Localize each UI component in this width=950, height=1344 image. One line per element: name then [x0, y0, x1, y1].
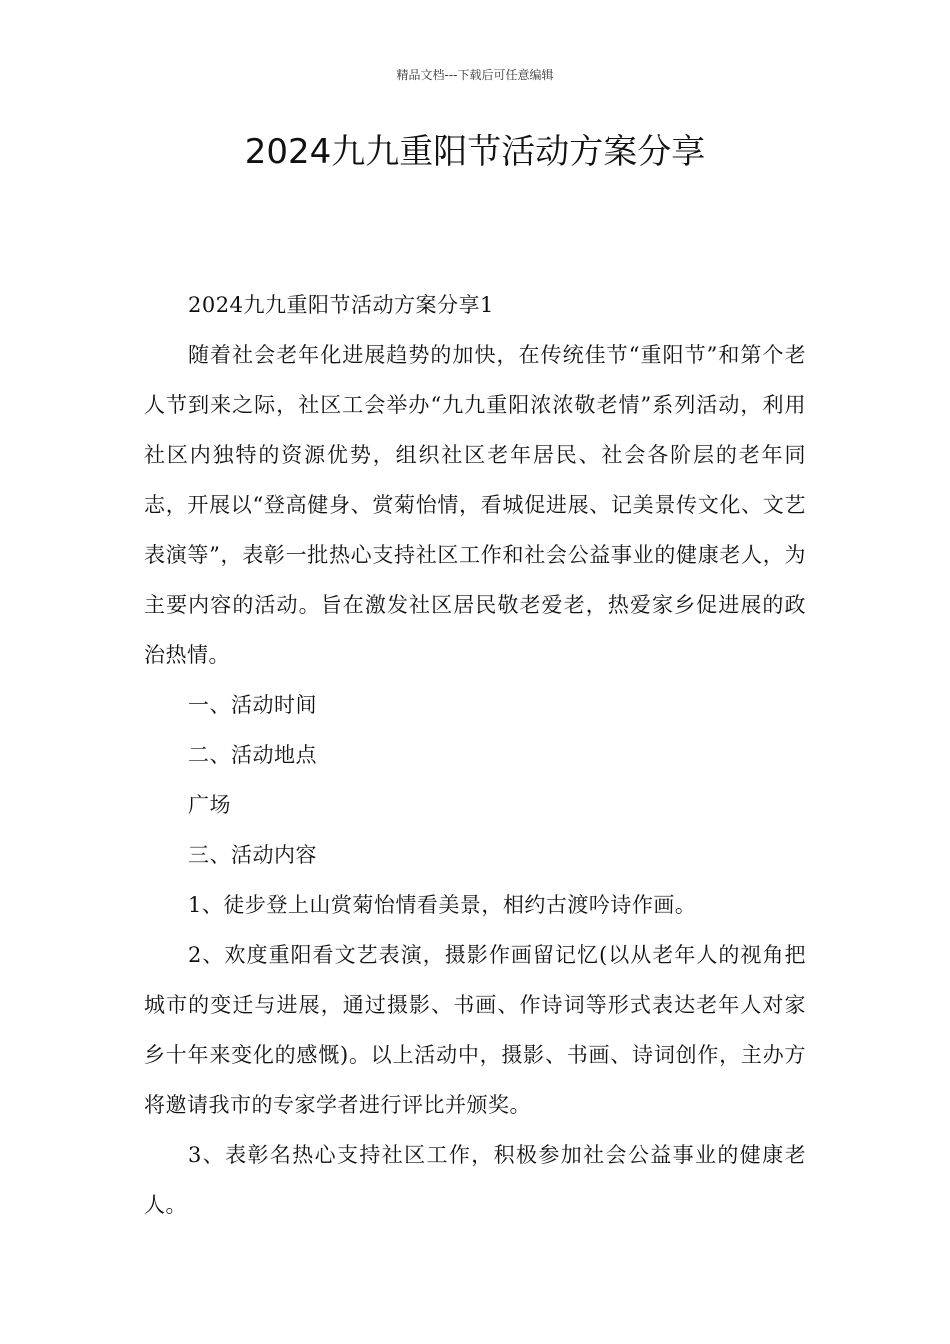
activity-content-heading: 三、活动内容 [188, 843, 317, 867]
activity-time-heading: 一、活动时间 [188, 693, 317, 717]
document-title: 2024九九重阳节活动方案分享 [244, 132, 706, 172]
activity-location-value: 广场 [188, 793, 231, 817]
document-body [144, 280, 806, 1230]
intro-paragraph: 随着社会老年化进展趋势的加快，在传统佳节“重阳节”和第个老人节到来之际，社区工会举办“九九重阳浓浓敬老情”系列活动，利用社区内独特的资源优势，组织社区老年居民、社会各阶层的老年同志，开展以“登高健身、赏菊怡情，看城促进展、记美景传文化、文艺表演等”，表彰一批热心支持社区工作和社会公益事业的健康老人，为主要内容的活动。旨在激发社区居民敬老爱老，热爱家乡促进展的政治热情。 [144, 343, 806, 667]
content-item-3: 3、表彰名热心支持社区工作，积极参加社会公益事业的健康老人。 [144, 1143, 806, 1217]
content-item-1: 1、徒步登上山赏菊怡情看美景，相约古渡吟诗作画。 [188, 893, 697, 917]
activity-location-heading: 二、活动地点 [188, 743, 317, 767]
content-item-2: 2、欢度重阳看文艺表演，摄影作画留记忆(以从老年人的视角把城市的变迁与进展，通过摄影、书画、作诗词等形式表达老年人对家乡十年来变化的感慨)。以上活动中，摄影、书画、诗词创作，主办方将邀请我市的专家学者进行评比并颁奖。 [144, 943, 806, 1117]
section-heading: 2024九九重阳节活动方案分享1 [188, 293, 494, 317]
header-note: 精品文档---下载后可任意编辑 [396, 68, 554, 82]
